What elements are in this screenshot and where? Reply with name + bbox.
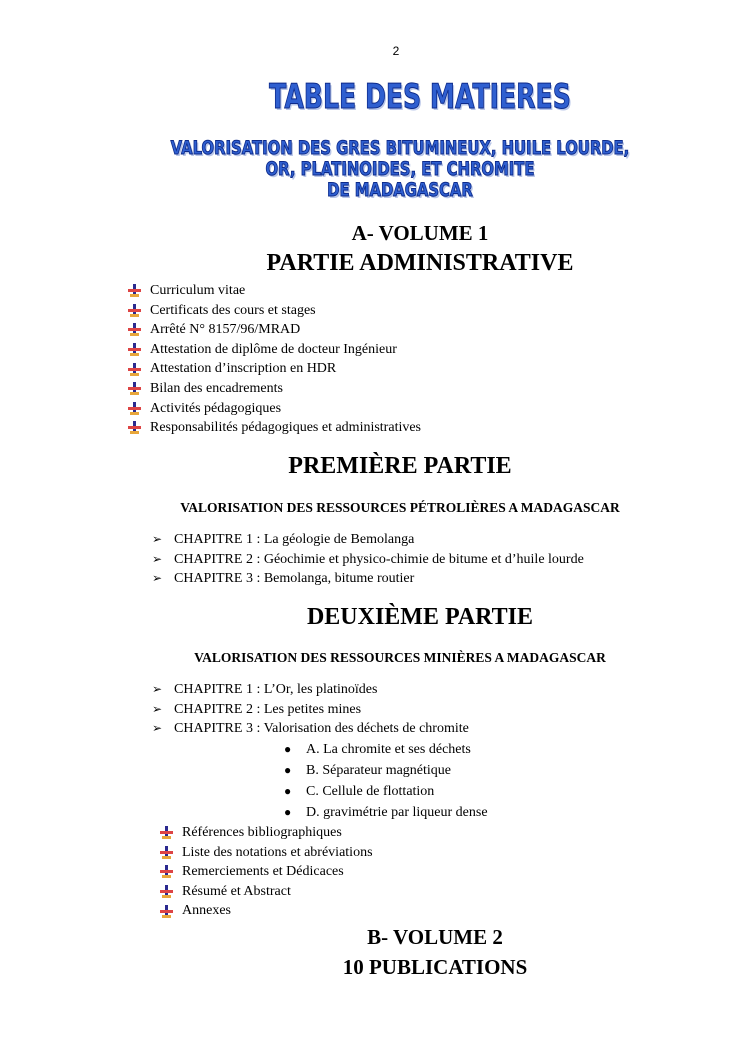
arrow-bullet-icon: ➢ <box>152 682 163 696</box>
plus-bullet-icon <box>128 382 141 395</box>
plus-bullet-icon <box>128 421 141 434</box>
chapter-item: ➢ CHAPITRE 1 : La géologie de Bemolanga <box>150 530 710 550</box>
dot-bullet-icon: ● <box>284 763 292 777</box>
list-item: Arrêté N° 8157/96/MRAD <box>128 320 648 340</box>
plus-bullet-icon <box>160 865 173 878</box>
part2-heading: DEUXIÈME PARTIE <box>306 604 534 630</box>
subtitle-line: OR, PLATINOIDES, ET CHROMITE <box>265 158 535 180</box>
list-item: Annexes <box>160 901 680 921</box>
list-item: Résumé et Abstract <box>160 882 680 902</box>
list-item: Bilan des encadrements <box>128 379 648 399</box>
list-item: Responsabilités pédagogiques et administratives <box>128 418 648 438</box>
dot-bullet-icon: ● <box>284 805 292 819</box>
part2-chapters <box>150 680 710 739</box>
page-number: 2 <box>392 44 400 58</box>
subtitle-line: DE MADAGASCAR <box>327 179 473 201</box>
plus-bullet-icon <box>160 885 173 898</box>
plus-bullet-icon <box>160 826 173 839</box>
part2-subheading: VALORISATION DES RESSOURCES MINIÈRES A MADAGASCAR <box>194 650 606 665</box>
document-subtitle <box>119 139 681 202</box>
annex-items-list <box>160 823 680 921</box>
dot-bullet-icon: ● <box>284 784 292 798</box>
plus-bullet-icon <box>128 363 141 376</box>
plus-bullet-icon <box>128 304 141 317</box>
part1-chapters <box>150 530 710 589</box>
list-item: Certificats des cours et stages <box>128 301 648 321</box>
admin-part-heading: PARTIE ADMINISTRATIVE <box>266 250 574 276</box>
volume1-heading: A- VOLUME 1 <box>351 221 489 245</box>
plus-bullet-icon <box>128 343 141 356</box>
chapter-item: ➢ CHAPITRE 1 : L’Or, les platinoïdes <box>150 680 710 700</box>
list-item: Références bibliographiques <box>160 823 680 843</box>
list-item: Attestation de diplôme de docteur Ingénieur <box>128 340 648 360</box>
arrow-bullet-icon: ➢ <box>152 532 163 546</box>
sub-item: ● A. La chromite et ses déchets <box>284 739 684 760</box>
volume2-subheading: 10 PUBLICATIONS <box>342 955 528 979</box>
plus-bullet-icon <box>128 402 141 415</box>
plus-bullet-icon <box>160 846 173 859</box>
part1-subheading: VALORISATION DES RESSOURCES PÉTROLIÈRES A MADAGASCAR <box>180 500 620 515</box>
plus-bullet-icon <box>128 284 141 297</box>
plus-bullet-icon <box>128 323 141 336</box>
arrow-bullet-icon: ➢ <box>152 721 163 736</box>
dot-bullet-icon: ● <box>284 742 292 756</box>
chapter-item: ➢ CHAPITRE 2 : Géochimie et physico-chimie de bitume et d’huile lourde <box>150 550 710 570</box>
document-title: TABLE DES MATIERES <box>269 77 571 117</box>
chapter-item: ➢ CHAPITRE 3 : Valorisation des déchets de chromite <box>150 719 710 739</box>
chromite-subitems <box>284 739 684 823</box>
part1-heading: PREMIÈRE PARTIE <box>288 453 512 479</box>
sub-item: ● D. gravimétrie par liqueur dense <box>284 802 684 823</box>
plus-bullet-icon <box>160 905 173 918</box>
arrow-bullet-icon: ➢ <box>152 701 163 716</box>
volume2-heading: B- VOLUME 2 <box>367 925 503 949</box>
chapter-item: ➢ CHAPITRE 3 : Bemolanga, bitume routier <box>150 569 710 589</box>
arrow-bullet-icon: ➢ <box>152 571 163 586</box>
sub-item: ● C. Cellule de flottation <box>284 781 684 802</box>
sub-item: ● B. Séparateur magnétique <box>284 760 684 781</box>
subtitle-line: VALORISATION DES GRES BITUMINEUX, HUILE LOURDE, <box>170 137 630 159</box>
list-item: Activités pédagogiques <box>128 399 648 419</box>
list-item: Remerciements et Dédicaces <box>160 862 680 882</box>
arrow-bullet-icon: ➢ <box>152 551 163 566</box>
admin-items-list <box>128 281 648 438</box>
list-item: Attestation d’inscription en HDR <box>128 359 648 379</box>
list-item: Curriculum vitae <box>128 281 648 301</box>
list-item: Liste des notations et abréviations <box>160 843 680 863</box>
chapter-item: ➢ CHAPITRE 2 : Les petites mines <box>150 700 710 720</box>
